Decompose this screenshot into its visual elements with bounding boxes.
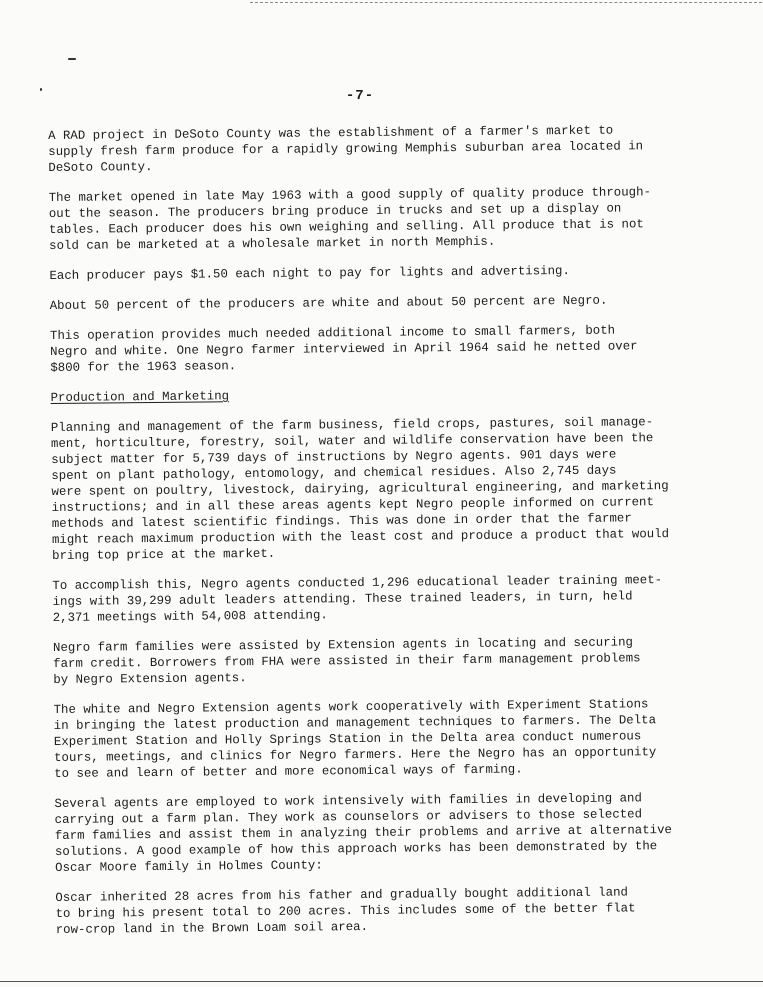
page-number: -7- [345,88,375,104]
document-body [48,122,696,952]
margin-speck [68,58,76,60]
paragraph-oscar-moore: Oscar inherited 28 acres from his father and gradually bought additional land to bring his present total to 200 acres. This includes some of the better flat row-crop land in the Brown Loam soil area. [55,885,636,937]
paragraph-additional-income: This operation provides much needed additional income to small farmers, both Negro and white. One Negro farmer interviewed in April 1964 said he netted over $800 for the 1963 season. [49,323,638,375]
paragraph-market-opening: The market opened in late May 1963 with a good supply of quality produce through- out the season. The producers bring produce in trucks and set up a display on tables. Each producer does his own weighing and selling. All produce that is not sold can be marketed at a wholesale market in north Memphis. [48,185,652,253]
paragraph-farm-plan: Several agents are employed to work intensively with families in developing and carrying out a farm plan. They work as counselors or advisers to those selected farm families and assist them in analyzing their problems and arrive at alternative solutions. A good example of how this approach works has been demonstrated by the Oscar Moore family in Holmes County: [54,791,672,875]
section-heading: Production and Marketing [50,389,230,405]
top-dashed-rule [250,2,762,3]
paragraph-experiment-stations: The white and Negro Extension agents work cooperatively with Experiment Stations in bringing the latest production and management techniques to farmers. The Delta Experiment Station and Holly Springs Station in the Delta area conduct numerous tours, meetings, and clinics for Negro farmers. Here the Negro has an opportunity to see and learn of better and more economical ways of farming. [53,697,657,781]
paragraph-rad-project: A RAD project in DeSoto County was the establishment of a farmer's market to supply fresh farm produce for a rapidly growing Memphis suburban area located in DeSoto County. [48,123,644,175]
paragraph-producer-demographics: About 50 percent of the producers are white and about 50 percent are Negro. [49,293,608,313]
bottom-rule [0,981,763,982]
paragraph-producer-fee: Each producer pays $1.50 each night to pay for lights and advertising. [49,263,570,283]
paragraph-farm-credit: Negro farm families were assisted by Extension agents in locating and securing farm credit. Borrowers from FHA were assisted in their farm management problems by Negro Extension agents. [52,635,641,687]
paragraph-planning-management: Planning and management of the farm business, field crops, pastures, soil manage- ment, horticulture, forestry, soil, water and wildlife conservation have been the subject matter for 5,739 days of instructions by Negro agents. 901 days were spent on plant pathology, entomology, and chemical residues. Also 2,745 days were spent on poultry, livestock, dairying, agricultural engineering, and marketing instructions; and in all these areas agents kept Negro people informed on current methods and latest scientific findings. This was done in order that the farmer might reach maximum production with the least cost and produce a product that would bring top price at the market. [50,415,670,563]
paragraph-leader-training: To accomplish this, Negro agents conducted 1,296 educational leader training meet- ings with 39,299 adult leaders attending. These trained leaders, in turn, held 2,371 meetings with 54,008 attending. [52,573,663,625]
